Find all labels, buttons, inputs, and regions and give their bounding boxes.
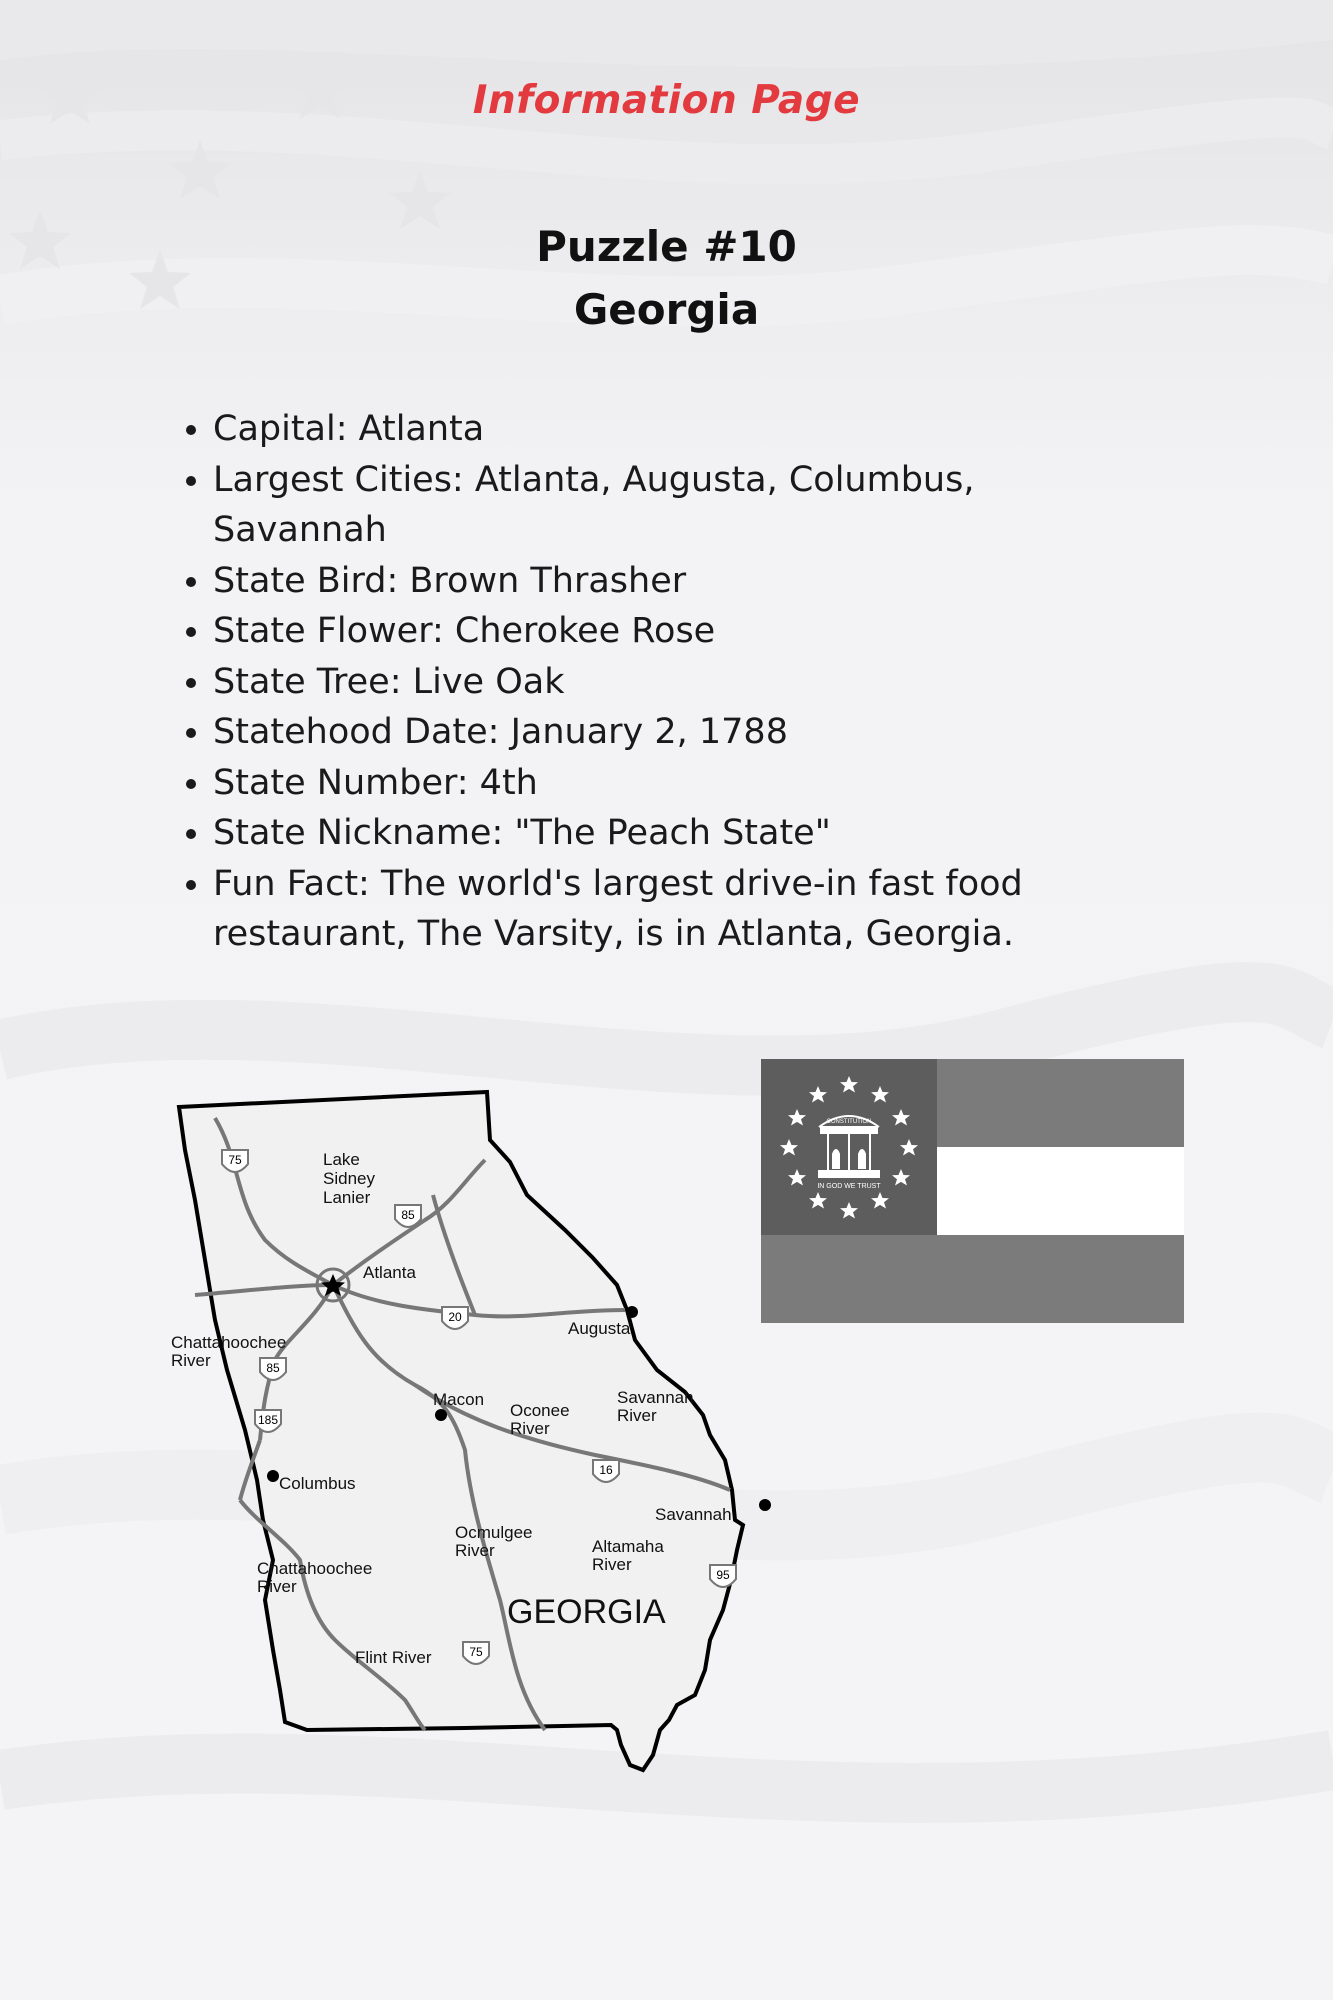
label-savannah-river-1: Savannah [617, 1388, 694, 1407]
svg-text:16: 16 [599, 1463, 613, 1477]
label-altamaha-1: Altamaha [592, 1537, 664, 1556]
label-augusta: Augusta [568, 1319, 631, 1338]
label-savannah-river-2: River [617, 1406, 657, 1425]
shield-i75-south [463, 1642, 489, 1664]
shield-i95 [710, 1565, 736, 1587]
columbus-dot [267, 1470, 279, 1482]
svg-text:85: 85 [266, 1361, 280, 1375]
shield-i75-north [222, 1150, 248, 1172]
fact-fun-fact: • Fun Fact: The world's largest drive-in fast food restaurant, The Varsity, is in Atlanta, Georgia. [213, 859, 1153, 960]
svg-text:85: 85 [401, 1208, 415, 1222]
flag-bottom-stripe [761, 1235, 1184, 1323]
svg-text:20: 20 [448, 1310, 462, 1324]
state-name: Georgia [573, 285, 760, 334]
georgia-map [165, 1080, 805, 1780]
macon-dot [435, 1409, 447, 1421]
svg-text:75: 75 [469, 1645, 483, 1659]
fact-statehood-date: • Statehood Date: January 2, 1788 [213, 707, 1153, 758]
label-chattahoochee-n1: Chattahoochee [171, 1333, 287, 1352]
label-altamaha-2: River [592, 1555, 632, 1574]
fact-state-tree: • State Tree: Live Oak [213, 657, 1153, 708]
label-ocmulgee-1: Ocmulgee [455, 1523, 533, 1542]
shield-i16 [593, 1460, 619, 1482]
label-chattahoochee-n2: River [171, 1351, 211, 1370]
label-chattahoochee-s2: River [257, 1577, 297, 1596]
label-flint: Flint River [355, 1648, 432, 1667]
shield-i185 [255, 1410, 281, 1432]
label-macon: Macon [433, 1390, 485, 1409]
shield-i20 [442, 1307, 468, 1329]
shield-i85-south [260, 1358, 286, 1380]
label-chattahoochee-s1: Chattahoochee [257, 1559, 373, 1578]
label-lake-1: Lake [323, 1150, 360, 1169]
label-georgia: GEORGIA [507, 1593, 666, 1631]
label-ocmulgee-2: River [455, 1541, 495, 1560]
label-atlanta: Atlanta [363, 1263, 416, 1282]
svg-text:95: 95 [716, 1568, 730, 1582]
label-lake-2: Sidney [323, 1169, 375, 1188]
fact-largest-cities: • Largest Cities: Atlanta, Augusta, Columbus, Savannah [213, 455, 1153, 556]
page-title [0, 215, 1333, 341]
label-columbus: Columbus [279, 1474, 356, 1493]
shield-i85-north [395, 1205, 421, 1227]
fact-state-nickname: • State Nickname: "The Peach State" [213, 808, 1153, 859]
georgia-flag [761, 1059, 1184, 1323]
fact-state-bird: • State Bird: Brown Thrasher [213, 556, 1153, 607]
page-header-label: Information Page [472, 78, 861, 123]
svg-text:75: 75 [228, 1153, 242, 1167]
label-oconee-1: Oconee [510, 1401, 570, 1420]
svg-text:185: 185 [257, 1413, 279, 1427]
label-oconee-2: River [510, 1419, 550, 1438]
label-savannah: Savannah [655, 1505, 732, 1524]
fact-state-flower: • State Flower: Cherokee Rose [213, 606, 1153, 657]
augusta-dot [626, 1306, 638, 1318]
savannah-dot [759, 1499, 771, 1511]
fact-capital: • Capital: Atlanta [213, 404, 1153, 455]
flag-seal-text: CONSTITUTION [826, 1119, 872, 1125]
label-lake-3: Lanier [323, 1188, 371, 1207]
puzzle-number: Puzzle #10 [536, 222, 797, 271]
fact-state-number: • State Number: 4th [213, 758, 1153, 809]
flag-motto: IN GOD WE TRUST [817, 1183, 881, 1190]
fact-list [170, 404, 1153, 960]
